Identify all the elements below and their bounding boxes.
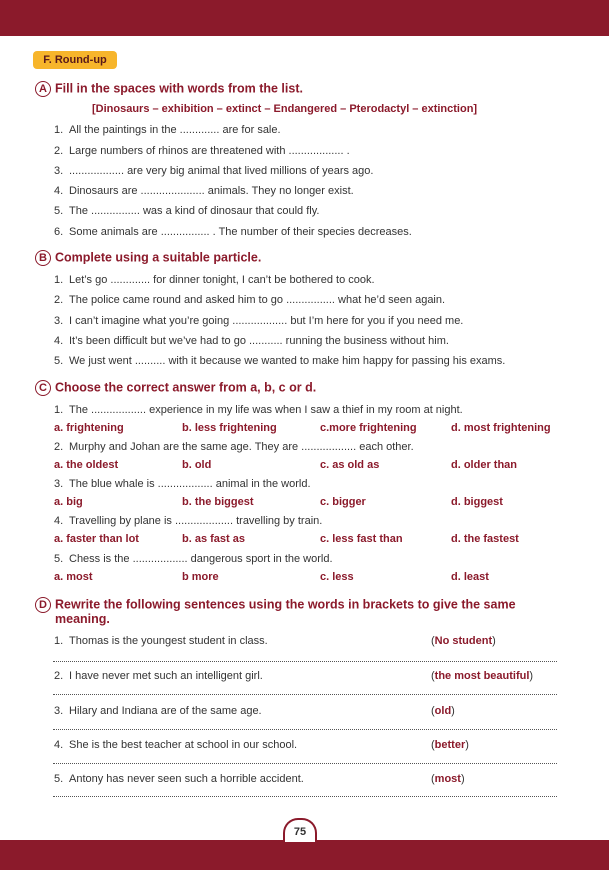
d-answer-line-3[interactable] xyxy=(53,729,557,730)
c5-option-d: d. least xyxy=(451,571,489,583)
c-question-1: 1. The .................. experience in my life was when I saw a thief in my room at night. xyxy=(54,404,463,416)
bottom-banner xyxy=(0,840,609,870)
b-item-2: 2. The police came round and asked him to go ................ what he’d seen again. xyxy=(54,294,446,306)
section-d-letter: D xyxy=(35,597,51,613)
d-sentence-4: 4. She is the best teacher at school in our school. xyxy=(54,739,298,751)
c2-option-d: d. older than xyxy=(451,459,517,471)
a-item-6: 6. Some animals are ................ . The number of their species decreases. xyxy=(54,226,412,238)
c-question-4: 4. Travelling by plane is ................... travelling by train. xyxy=(54,515,323,527)
c5-option-a: a. most xyxy=(54,571,93,583)
section-d-title-line1: Rewrite the following sentences using the words in brackets to give the same xyxy=(55,597,516,612)
section-c-heading xyxy=(35,380,316,396)
c4-option-a: a. faster than lot xyxy=(54,533,139,545)
c1-option-b: b. less frightening xyxy=(182,422,277,434)
section-d-title-line2: meaning. xyxy=(55,612,110,626)
d-sentence-5: 5. Antony has never seen such a horrible accident. xyxy=(54,773,304,785)
section-b-heading xyxy=(35,250,261,266)
a-item-4: 4. Dinosaurs are ..................... animals. They no longer exist. xyxy=(54,185,354,197)
b-item-4: 4. It’s been difficult but we’ve had to go ........... running the business without him. xyxy=(54,335,449,347)
c3-option-b: b. the biggest xyxy=(182,496,254,508)
section-c-title: Choose the correct answer from a, b, c or d. xyxy=(55,380,317,395)
c3-option-a: a. big xyxy=(54,496,83,508)
b-item-3: 3. I can’t imagine what you’re going .................. but I’m here for you if you need me. xyxy=(54,315,464,327)
page-number: 75 xyxy=(283,818,317,842)
section-a-heading xyxy=(35,81,303,97)
c-question-3: 3. The blue whale is .................. animal in the world. xyxy=(54,478,311,490)
d-sentence-3: 3. Hilary and Indiana are of the same age. xyxy=(54,705,262,717)
d-keyword-4: (better) xyxy=(431,739,469,751)
section-a-letter: A xyxy=(35,81,51,97)
section-c-letter: C xyxy=(35,380,51,396)
section-b-letter: B xyxy=(35,250,51,266)
d-answer-line-2[interactable] xyxy=(53,694,557,695)
d-answer-line-5[interactable] xyxy=(53,796,557,797)
a-item-2: 2. Large numbers of rhinos are threatened with .................. . xyxy=(54,145,350,157)
b-item-1: 1. Let’s go ............. for dinner tonight, I can’t be bothered to cook. xyxy=(54,274,375,286)
c2-option-a: a. the oldest xyxy=(54,459,119,471)
section-a-title: Fill in the spaces with words from the list. xyxy=(55,81,303,96)
c1-option-c: c.more frightening xyxy=(320,422,417,434)
d-keyword-2: (the most beautiful) xyxy=(431,670,534,682)
section-b-title: Complete using a suitable particle. xyxy=(55,250,262,265)
c-question-2: 2. Murphy and Johan are the same age. They are .................. each other. xyxy=(54,441,414,453)
c1-option-d: d. most frightening xyxy=(451,422,551,434)
c5-option-c: c. less xyxy=(320,571,354,583)
c1-option-a: a. frightening xyxy=(54,422,124,434)
section-d-heading xyxy=(35,597,516,613)
d-keyword-3: (old) xyxy=(431,705,455,717)
d-sentence-1: 1. Thomas is the youngest student in class. xyxy=(54,635,268,647)
d-keyword-5: (most) xyxy=(431,773,465,785)
c4-option-c: c. less fast than xyxy=(320,533,403,545)
a-item-3: 3. .................. are very big animal that lived millions of years ago. xyxy=(54,165,374,177)
top-banner xyxy=(0,0,609,36)
d-answer-line-1[interactable] xyxy=(53,661,557,662)
c2-option-b: b. old xyxy=(182,459,212,471)
d-keyword-1: (No student) xyxy=(431,635,496,647)
c4-option-b: b. as fast as xyxy=(182,533,245,545)
c3-option-d: d. biggest xyxy=(451,496,503,508)
a-item-5: 5. The ................ was a kind of dinosaur that could fly. xyxy=(54,205,320,217)
c2-option-c: c. as old as xyxy=(320,459,380,471)
c-question-5: 5. Chess is the .................. dangerous sport in the world. xyxy=(54,553,333,565)
section-badge: F. Round-up xyxy=(33,51,117,69)
a-item-1: 1. All the paintings in the ............. are for sale. xyxy=(54,124,281,136)
b-item-5: 5. We just went .......... with it because we wanted to make him happy for passing his exams. xyxy=(54,355,506,367)
d-answer-line-4[interactable] xyxy=(53,763,557,764)
word-list: [Dinosaurs – exhibition – extinct – Endangered – Pterodactyl – extinction] xyxy=(92,103,478,115)
c5-option-b: b more xyxy=(182,571,219,583)
d-sentence-2: 2. I have never met such an intelligent girl. xyxy=(54,670,263,682)
c3-option-c: c. bigger xyxy=(320,496,366,508)
c4-option-d: d. the fastest xyxy=(451,533,519,545)
